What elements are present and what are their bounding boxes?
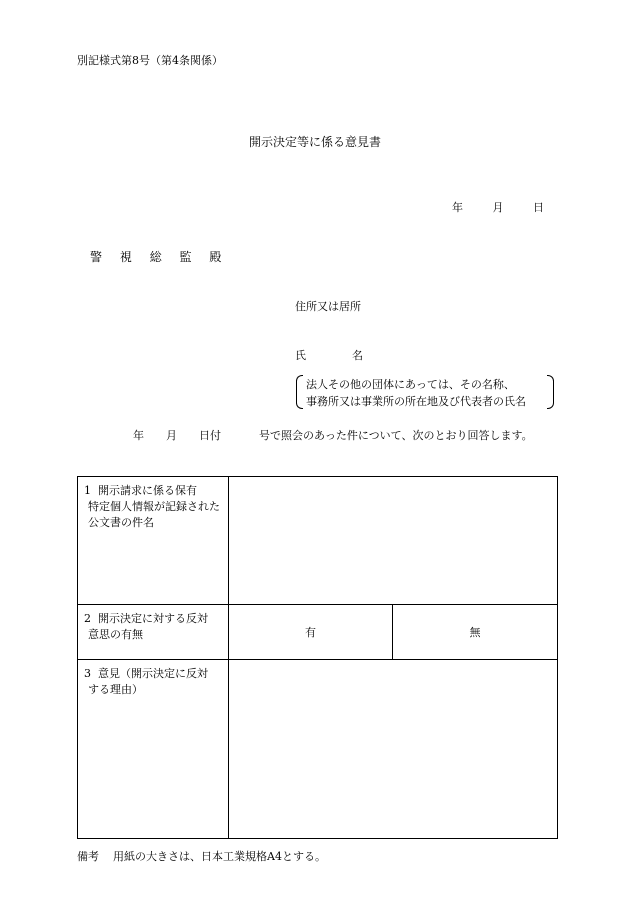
addressee-char-3: 総	[149, 250, 162, 264]
subject-value-cell[interactable]	[229, 477, 558, 605]
name-label-part1: 氏	[295, 349, 306, 362]
addressee	[90, 248, 235, 265]
form-table	[77, 476, 558, 839]
address-label: 住所又は居所	[295, 300, 361, 313]
reply-month: 月	[166, 429, 177, 442]
addressee-char-1: 警	[90, 250, 103, 264]
corporate-note	[296, 375, 554, 409]
reply-rest: 号で照会のあった件について、次のとおり回答します。	[259, 429, 533, 442]
document-title: 開示決定等に係る意見書	[248, 135, 381, 149]
subject-label-cell	[78, 477, 229, 605]
opinion-number: 3	[84, 667, 91, 680]
objection-label-rest: 意思の有無	[88, 628, 143, 641]
objection-label-cell	[78, 605, 229, 660]
date-month: 月	[492, 201, 504, 214]
table-row-subject	[78, 477, 558, 605]
addressee-char-5: 殿	[209, 250, 222, 264]
remarks	[77, 848, 326, 864]
reply-day: 日付	[199, 429, 221, 442]
addressee-char-4: 監	[179, 250, 192, 264]
date-line	[452, 199, 544, 215]
option-yes: 有	[305, 626, 316, 639]
option-no: 無	[469, 626, 481, 639]
left-bracket	[296, 375, 303, 409]
table-row-objection	[78, 605, 558, 660]
corporate-note-line2: 事務所又は事業所の所在地及び代表者の氏名	[306, 395, 526, 408]
subject-number: 1	[84, 484, 91, 497]
name-label-part2: 名	[352, 349, 363, 362]
name-label	[295, 347, 363, 363]
date-day: 日	[533, 201, 544, 214]
subject-label-first: 開示請求に係る保有	[98, 484, 197, 497]
opinion-label-rest: する理由）	[88, 683, 143, 696]
table-row-opinion	[78, 660, 558, 839]
objection-number: 2	[84, 612, 91, 625]
date-year: 年	[452, 201, 463, 214]
corporate-note-line1: 法人その他の団体にあっては、その名称、	[306, 378, 515, 391]
objection-label-first: 開示決定に対する反対	[98, 612, 208, 625]
form-number: 別記様式第8号（第4条関係）	[77, 54, 223, 67]
reply-text	[77, 428, 561, 444]
subject-label-rest: 特定個人情報が記録された公文書の件名	[88, 500, 220, 529]
addressee-char-2: 視	[119, 250, 132, 264]
opinion-value-cell[interactable]	[229, 660, 558, 839]
option-no-cell[interactable]	[393, 605, 558, 660]
reply-year: 年	[133, 429, 144, 442]
opinion-label-cell	[78, 660, 229, 839]
right-bracket	[547, 375, 554, 409]
option-yes-cell[interactable]	[229, 605, 393, 660]
remarks-label: 備考	[77, 850, 99, 863]
remarks-text: 用紙の大きさは、日本工業規格A4とする。	[113, 850, 326, 863]
opinion-label-first: 意見（開示決定に反対	[98, 667, 208, 680]
